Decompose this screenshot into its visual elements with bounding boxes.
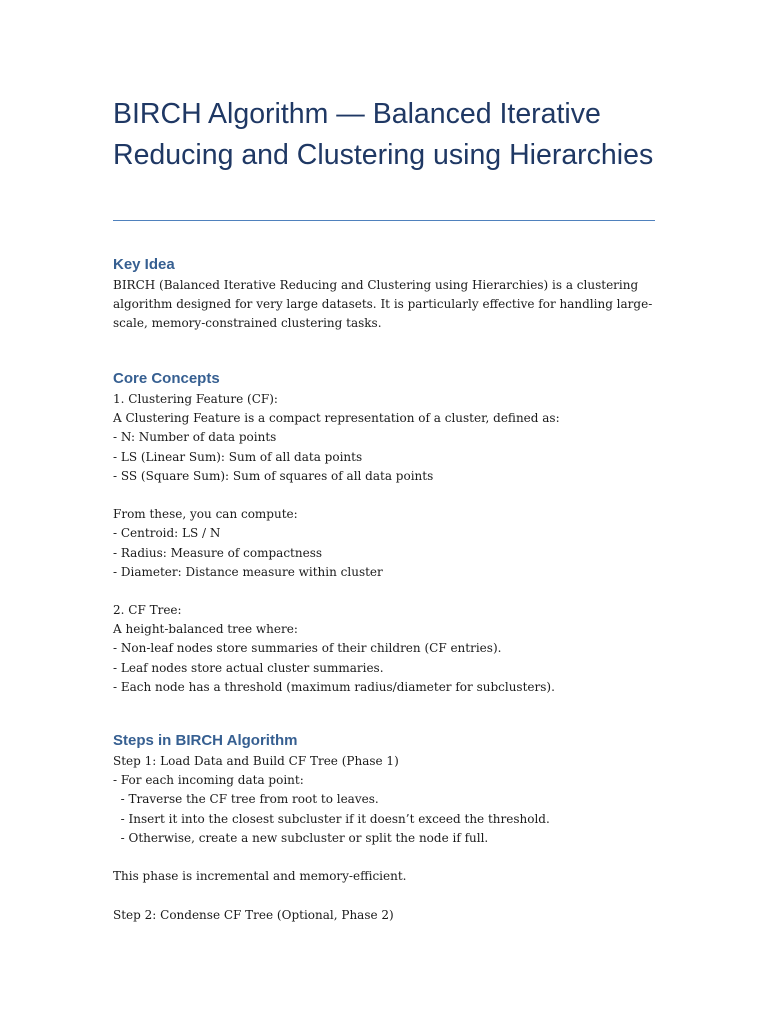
body-line: - For each incoming data point: — [113, 773, 304, 788]
section-body — [113, 752, 658, 925]
body-line: From these, you can compute: — [113, 507, 298, 522]
body-line: A Clustering Feature is a compact representation of a cluster, defined as: — [113, 411, 560, 426]
body-line: BIRCH (Balanced Iterative Reducing and Clustering using Hierarchies) is a clustering — [113, 278, 639, 292]
body-line: A height-balanced tree where: — [113, 622, 298, 637]
blank-line — [113, 486, 658, 505]
title-divider — [113, 220, 655, 221]
body-line: - Each node has a threshold (maximum radius/diameter for subclusters). — [113, 679, 555, 694]
body-line: - Non-leaf nodes store summaries of their children (CF entries). — [113, 641, 502, 656]
document-title: BIRCH Algorithm — Balanced Iterative Reducing and Clustering using Hierarchies — [113, 98, 654, 171]
blank-line — [113, 582, 658, 601]
body-line: - LS (Linear Sum): Sum of all data points — [113, 449, 363, 464]
body-line: - Otherwise, create a new subcluster or split the node if full. — [113, 830, 489, 845]
body-line: algorithm designed for very large datasets. It is particularly effective for handling large- — [113, 297, 653, 312]
section-key-idea — [113, 255, 658, 334]
section-steps — [113, 731, 658, 925]
section-heading: Core Concepts — [113, 370, 220, 387]
body-line: scale, memory-constrained clustering tasks. — [113, 316, 382, 331]
body-line: - Diameter: Distance measure within cluster — [113, 564, 383, 579]
body-line: - SS (Square Sum): Sum of squares of all data points — [113, 468, 434, 483]
body-line: Step 2: Condense CF Tree (Optional, Phase 2) — [113, 907, 394, 922]
section-body — [113, 276, 658, 334]
blank-line — [113, 886, 658, 905]
body-line: Step 1: Load Data and Build CF Tree (Phase 1) — [113, 754, 399, 768]
section-heading: Key Idea — [113, 256, 175, 273]
blank-line — [113, 848, 658, 867]
section-heading: Steps in BIRCH Algorithm — [113, 732, 298, 749]
body-line: - N: Number of data points — [113, 430, 277, 445]
section-body — [113, 390, 658, 697]
body-line: 1. Clustering Feature (CF): — [113, 392, 278, 406]
body-line: - Traverse the CF tree from root to leaves. — [113, 792, 379, 807]
body-line: - Insert it into the closest subcluster if it doesn’t exceed the threshold. — [113, 811, 550, 826]
body-line: - Radius: Measure of compactness — [113, 545, 323, 560]
body-line: - Leaf nodes store actual cluster summaries. — [113, 660, 384, 675]
body-line: 2. CF Tree: — [113, 603, 182, 618]
section-core-concepts — [113, 369, 658, 697]
body-line: This phase is incremental and memory-efficient. — [113, 869, 407, 884]
body-line: - Centroid: LS / N — [113, 526, 221, 541]
